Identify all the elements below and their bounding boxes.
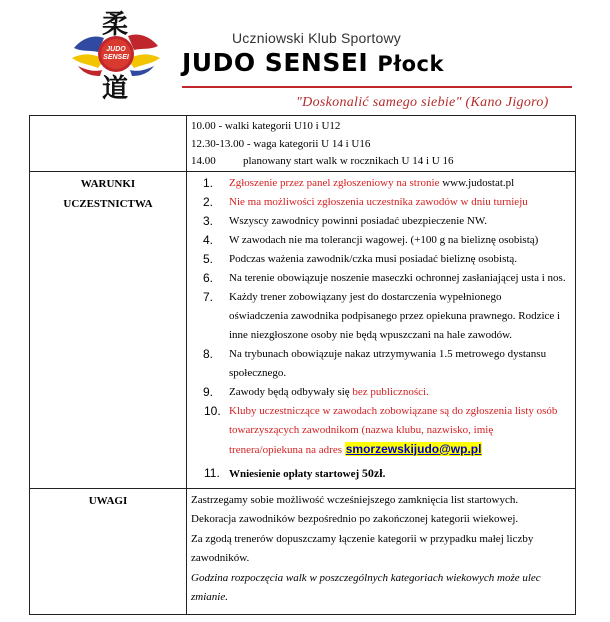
schedule-line <box>191 136 575 154</box>
table-row-schedule <box>30 116 576 172</box>
schedule-text: - walki kategorii U10 i U12 <box>215 120 341 132</box>
list-item <box>187 250 575 269</box>
notes-italic-line: Godzina rozpoczęcia walk w poszczególnych kategoriach wiekowych może ulec <box>191 571 541 584</box>
notes-label: UWAGI <box>30 488 187 614</box>
club-subtitle: Uczniowski Klub Sportowy <box>232 30 401 46</box>
list-number: 1. <box>203 175 214 190</box>
item-text: W zawodach nie ma tolerancji wagowej. (+100 g na bieliznę osobistą) <box>229 233 539 246</box>
table-row-notes <box>30 488 576 614</box>
item-text: Wniesienie opłaty startowej <box>229 467 362 480</box>
list-number: 11. <box>204 465 220 480</box>
notes-line: Zastrzegamy sobie możliwość wcześniejszego zamknięcia list startowych. <box>191 493 519 506</box>
club-city: Płock <box>377 52 444 76</box>
notes-cell <box>187 488 576 614</box>
item-text: towarzyszących zawodnikom (nazwa klubu, nazwisko, imię <box>229 423 494 436</box>
item-link-text: www.judostat.pl <box>442 176 515 189</box>
email-link[interactable]: smorzewskijudo@wp.pl <box>345 441 482 456</box>
club-name <box>182 48 444 77</box>
item-text: Wszyscy zawodnicy powinni posiadać ubezpieczenie NW. <box>229 214 488 227</box>
fee-amount: 50zł <box>361 465 383 480</box>
list-number: 2. <box>203 194 214 209</box>
schedule-line <box>191 153 575 171</box>
item-text: inne niezgłoszone osoby nie będą wpuszczani na hale zawodów. <box>229 328 513 341</box>
item-text: . <box>382 467 386 480</box>
schedule-text: - waga kategorii U 14 i U16 <box>244 137 371 150</box>
logo-kanji-top: 柔 <box>102 10 129 40</box>
list-number: 9. <box>203 384 214 399</box>
list-item <box>187 174 575 193</box>
item-text: Kluby uczestniczące w zawodach zobowiązane są do zgłoszenia listy osób <box>229 404 558 417</box>
club-name-text: JUDO SENSEI <box>182 48 369 77</box>
schedule-time: 12.30-13.00 <box>191 137 245 150</box>
list-item <box>187 212 575 231</box>
item-text: Nie ma możliwości zgłoszenia uczestnika zawodów w dniu turnieju <box>229 195 528 208</box>
list-item <box>187 193 575 212</box>
logo-kanji-bottom: 道 <box>102 74 129 104</box>
conditions-list <box>187 174 575 484</box>
conditions-label-line: UCZESTNICTWA <box>63 197 153 210</box>
conditions-cell <box>187 171 576 488</box>
notes-line: zawodników. <box>191 552 250 564</box>
list-item <box>187 288 575 345</box>
club-motto: "Doskonalić samego siebie" (Kano Jigoro) <box>296 95 549 110</box>
item-text: Podczas ważenia zawodnik/czka musi posiadać bieliznę osobistą. <box>229 252 518 265</box>
list-number: 6. <box>203 270 214 285</box>
table-row-conditions <box>30 171 576 488</box>
list-number: 8. <box>203 346 214 361</box>
item-text: oświadczenia zawodnika podpisanego przez opiekuna prawnego. Rodzice i <box>229 309 561 322</box>
list-number: 4. <box>203 232 214 247</box>
schedule-text: planowany start walk w rocznikach U 14 i U 16 <box>243 155 454 167</box>
item-text: Zawody będą odbywały się <box>229 385 353 398</box>
conditions-label <box>30 171 187 488</box>
list-item <box>187 464 575 484</box>
item-text: Na trybunach obowiązuje nakaz utrzymywania 1.5 metrowego dystansu <box>229 347 547 360</box>
header-divider <box>182 86 572 88</box>
list-number: 10. <box>204 403 221 418</box>
item-text: Zgłoszenie przez panel zgłoszeniowy na stronie <box>229 176 443 189</box>
schedule-label-cell <box>30 116 187 172</box>
list-item <box>187 231 575 250</box>
list-item <box>187 383 575 402</box>
schedule-time: 10.00 <box>191 120 216 132</box>
list-item <box>187 345 575 383</box>
schedule-cell <box>187 116 576 172</box>
list-number: 7. <box>203 289 214 304</box>
item-text: Każdy trener zobowiązany jest do dostarczenia wypełnionego <box>229 290 502 303</box>
notes-line: Dekoracja zawodników bezpośrednio po zakończonej kategorii wiekowej. <box>191 513 519 525</box>
list-number: 5. <box>203 251 214 266</box>
club-logo <box>68 8 164 104</box>
list-item <box>187 402 575 460</box>
list-item <box>187 269 575 288</box>
info-table <box>29 115 576 615</box>
item-text: Na terenie obowiązuje noszenie maseczki ochronnej zasłaniającej usta i nos. <box>229 271 566 284</box>
item-text: trenera/opiekuna na adres <box>229 443 345 456</box>
notes-line: Za zgodą trenerów dopuszczamy łączenie kategorii w przypadku małej liczby <box>191 532 534 545</box>
item-text: społecznego. <box>229 366 287 379</box>
conditions-label-line: WARUNKI <box>80 177 136 190</box>
schedule-line <box>191 118 575 136</box>
schedule-time: 14.00 <box>191 155 216 167</box>
logo-text: JUDO SENSEI <box>103 46 129 61</box>
notes-italic-line: zmianie. <box>191 591 228 603</box>
item-text-red: bez publiczności. <box>352 385 429 398</box>
list-number: 3. <box>203 213 214 228</box>
